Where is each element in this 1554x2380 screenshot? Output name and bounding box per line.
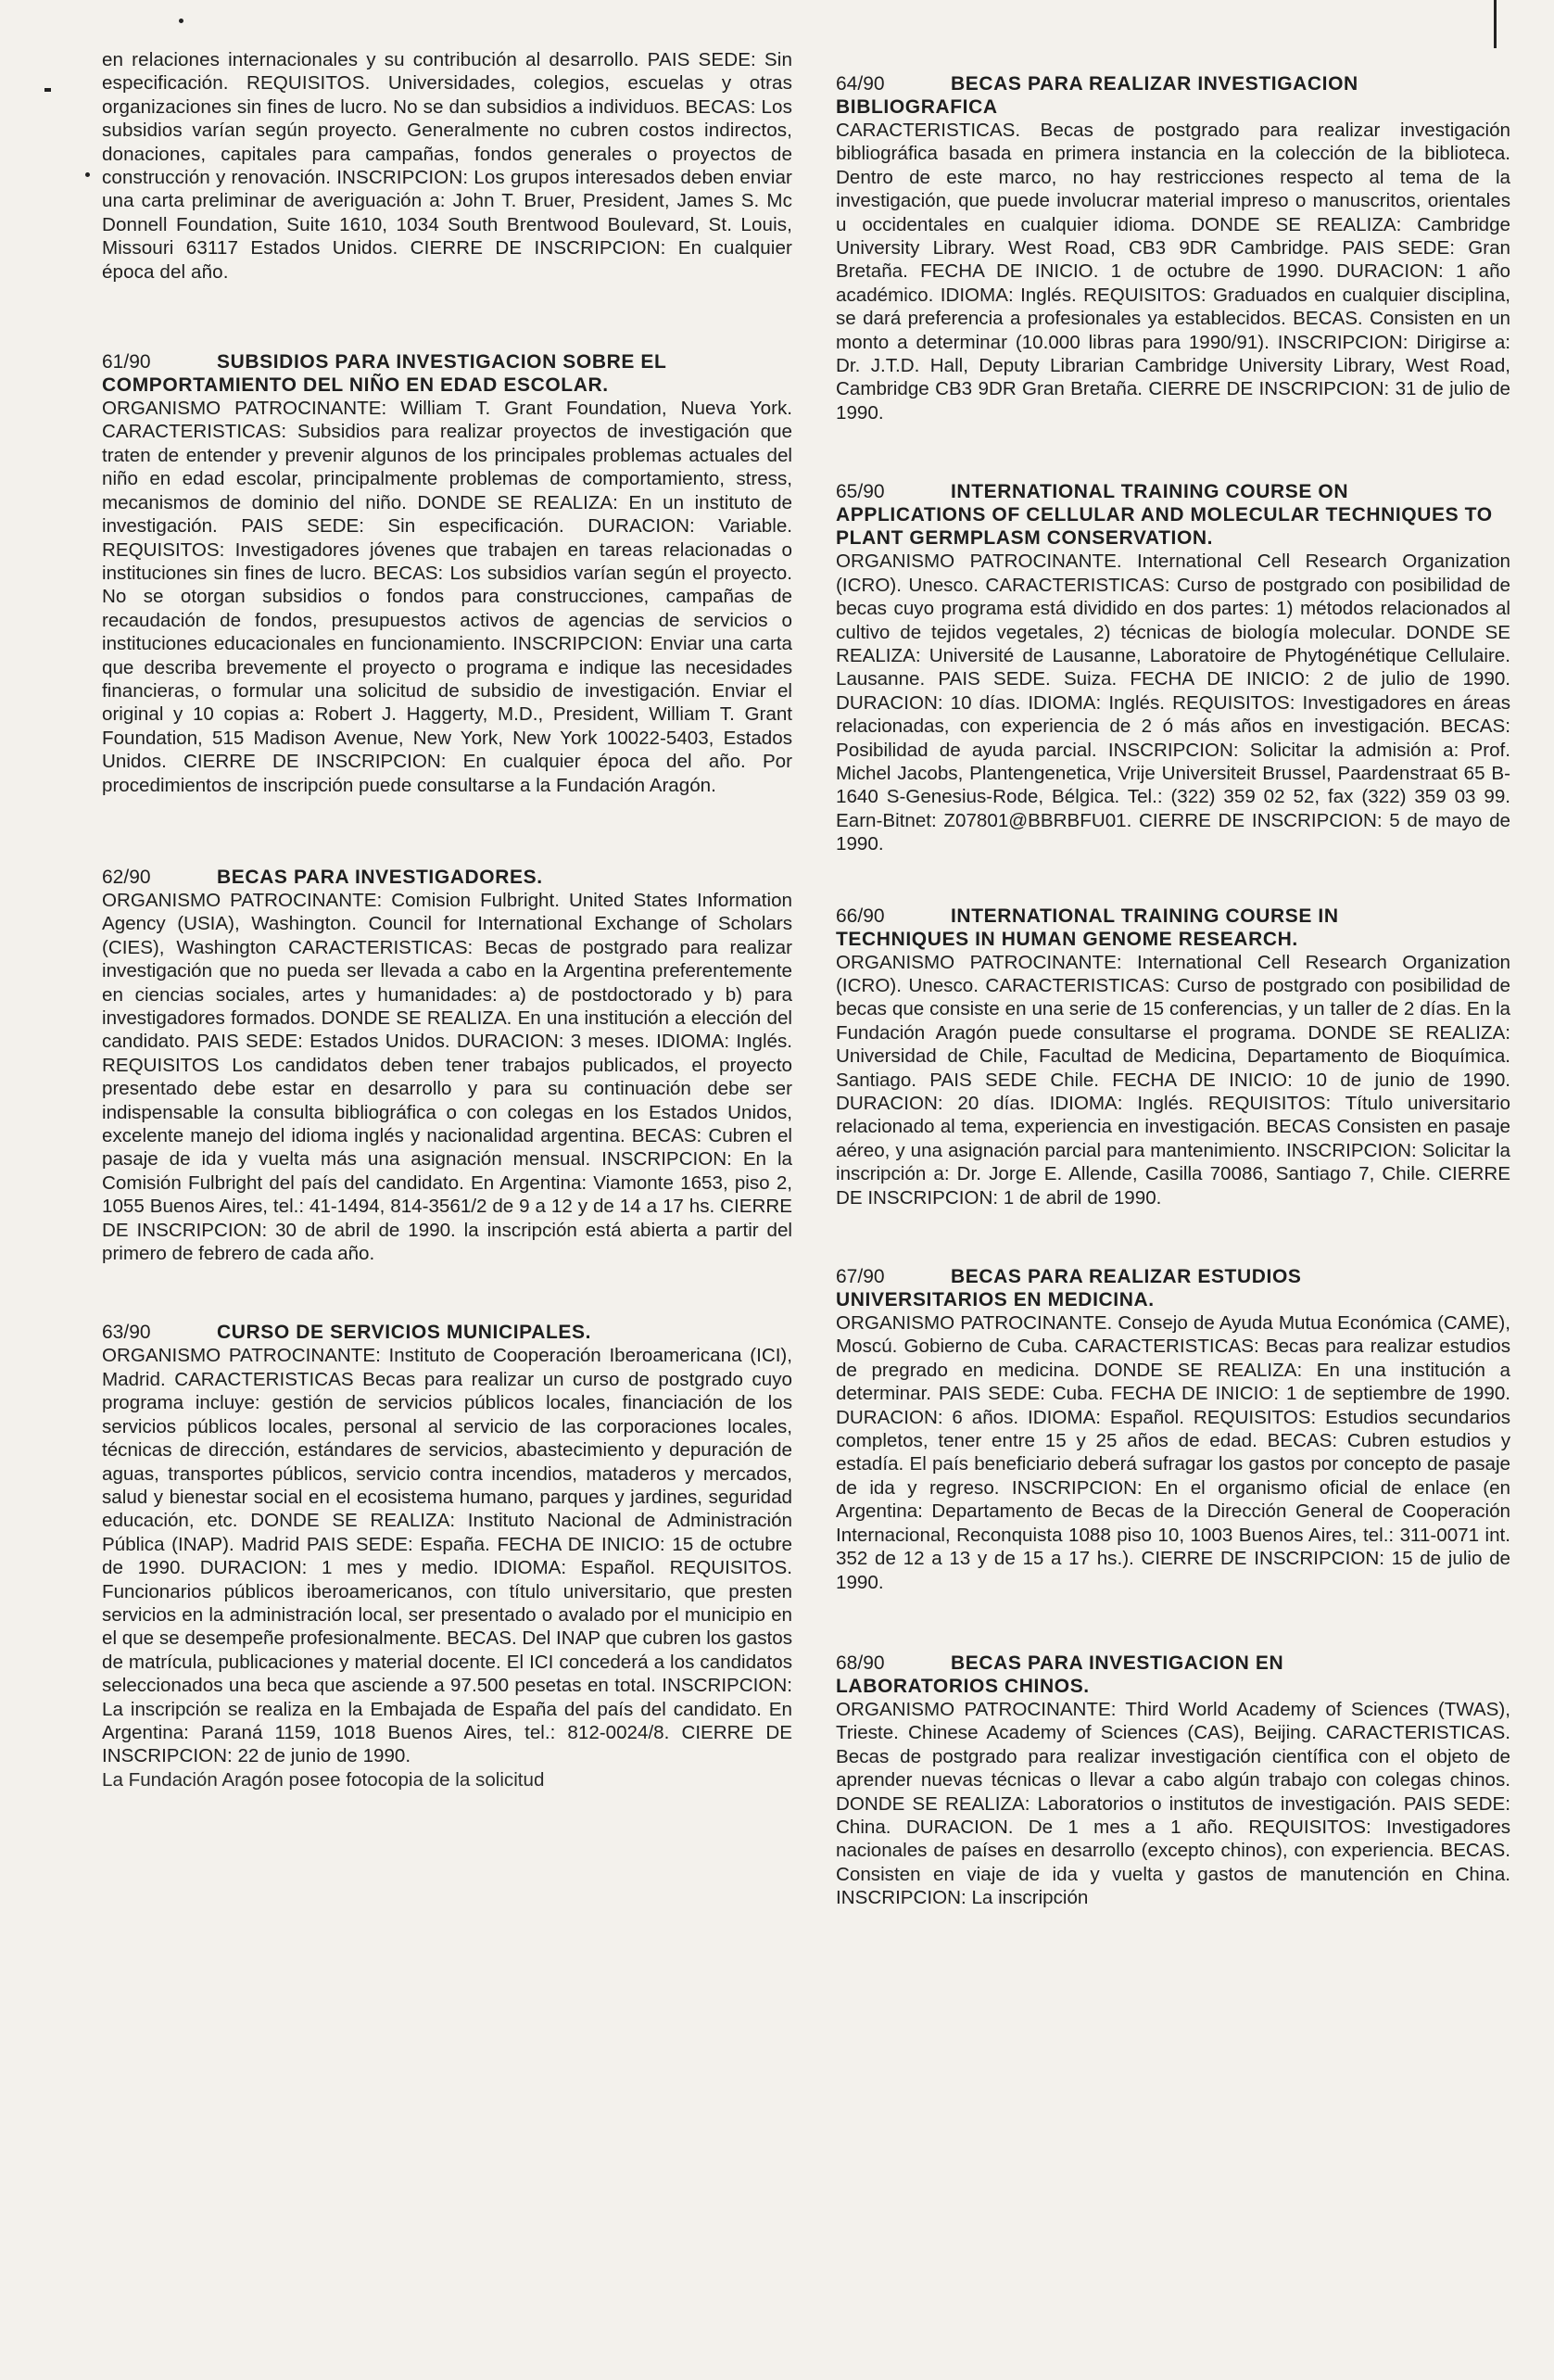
entry-number: 67/90 — [836, 1266, 885, 1288]
entry-number: 61/90 — [102, 351, 151, 373]
entry-title: SUBSIDIOS PARA INVESTIGACION SOBRE EL — [217, 351, 667, 373]
entry-number: 62/90 — [102, 866, 151, 888]
entry-68 — [836, 1652, 1510, 1910]
entry-title: BECAS PARA REALIZAR ESTUDIOS — [951, 1266, 1302, 1288]
entry-title: BECAS PARA REALIZAR INVESTIGACION — [951, 73, 1358, 95]
entry-63 — [102, 1321, 792, 1767]
entry-64 — [836, 72, 1510, 424]
entry-number: 63/90 — [102, 1322, 151, 1344]
entry-title-continued: LABORATORIOS CHINOS. — [836, 1675, 1090, 1697]
entry-title-continued: UNIVERSITARIOS EN MEDICINA. — [836, 1289, 1155, 1311]
entry-title: INTERNATIONAL TRAINING COURSE ON — [951, 481, 1349, 503]
entry-title-continued: COMPORTAMIENTO DEL NIÑO EN EDAD ESCOLAR. — [102, 374, 609, 397]
entry-body: ORGANISMO PATROCINANTE: William T. Grant Foundation, Nueva York. CARACTERISTICAS: Subsidios para realizar proyectos de investigación que traten de entender y prevenir algunos de los principales problemas actuales del niño en edad escolar, principalmente problemas de comportamiento, stress, mecanismos de dominio del niño. DONDE SE REALIZA: En un instituto de investigación. PAIS SEDE: Sin especificación. DURACION: Variable. REQUISITOS: Investigadores jóvenes que trabajen en tareas relacionadas o instituciones sin fines de lucro. BECAS: Los subsidios varían según el proyecto. No se otorgan subsidios o fondos para construcciones, campañas de recaudación de fondos, presupuestos activos de agencias de servicios o instituciones educacionales en funcionamiento. INSCRIPCION: Enviar una carta que describa brevemente el proyecto o programa e indique las necesidades financieras, o formular una solicitud de subsidio de investigación. Enviar el original y 10 copias a: Robert J. Haggerty, M.D., President, William T. Grant Foundation, 515 Madison Avenue, New York, New York 10022-5403, Estados Unidos. CIERRE DE INSCRIPCION: En cualquier época del año. Por procedimientos de inscripción puede consultarse a la Fundación Aragón. — [102, 398, 792, 796]
entry-61 — [102, 350, 792, 797]
entry-67 — [836, 1265, 1510, 1594]
entry-title-continued: APPLICATIONS OF CELLULAR AND MOLECULAR TECHNIQUES TO PLANT GERMPLASM CONSERVATION. — [836, 504, 1493, 550]
entry-65 — [836, 480, 1510, 855]
entry-number: 64/90 — [836, 73, 885, 95]
scan-mark-bullet-2 — [85, 172, 90, 177]
entry-body: ORGANISMO PATROCINANTE. International Cell Research Organization (ICRO). Unesco. CARACTERISTICAS: Curso de postgrado con posibilidad de becas cuyo programa está dividido en dos partes: 1) métodos relacionados al cultivo de tejidos vegetales, 2) técnicas de biología molecular. DONDE SE REALIZA: Université de Lausanne, Laboratoire de Phytogénétique Cellulaire. Lausanne. PAIS SEDE. Suiza. FECHA DE INICIO: 2 de julio de 1990. DURACION: 10 días. IDIOMA: Inglés. REQUISITOS: Investigadores en áreas relacionadas, con experiencia de 2 ó más años en investigación. BECAS: Posibilidad de ayuda parcial. INSCRIPCION: Solicitar la admisión a: Prof. Michel Jacobs, Plantengenetica, Vrije Universiteit Brussel, Paardenstraat 65 B-1640 S-Genesius-Rode, Bélgica. Tel.: (322) 359 02 52, fax (322) 359 03 99. Earn-Bitnet: Z07801@BBRBFU01. CIERRE DE INSCRIPCION: 5 de mayo de 1990. — [836, 551, 1510, 855]
entry-number: 68/90 — [836, 1652, 885, 1674]
entry-title: CURSO DE SERVICIOS MUNICIPALES. — [217, 1322, 592, 1344]
left-column — [102, 48, 792, 2356]
entry-body: ORGANISMO PATROCINANTE. Consejo de Ayuda Mutua Económica (CAME), Moscú. Gobierno de Cuba. CARACTERISTICAS: Becas para realizar estudios de pregrado en medicina. DONDE SE REALIZA: En una institución a determinar. PAIS SEDE: Cuba. FECHA DE INICIO: 1 de septiembre de 1990. DURACION: 6 años. IDIOMA: Español. REQUISITOS: Estudios secundarios completos, tener entre 15 y 25 años de edad. BECAS: Cubren estudios y estadía. El país beneficiario deberá sufragar los gastos por concepto de pasaje de ida y regreso. INSCRIPCION: En el organismo oficial de enlace (en Argentina: Departamento de Becas de la Dirección General de Cooperación Internacional, Reconquista 1088 piso 10, 1003 Buenos Aires, tel.: 311-0071 int. 352 de 12 a 13 y de 15 a 17 hs.). CIERRE DE INSCRIPCION: 15 de julio de 1990. — [836, 1312, 1510, 1593]
scan-edge-line — [1494, 0, 1497, 48]
footer-note: La Fundación Aragón posee fotocopia de la solicitud — [102, 1768, 545, 1791]
entry-number: 65/90 — [836, 481, 885, 503]
entry-number: 66/90 — [836, 905, 885, 927]
entry-title-continued: TECHNIQUES IN HUMAN GENOME RESEARCH. — [836, 928, 1298, 950]
scan-mark-top-left — [179, 19, 183, 23]
entry-title: BECAS PARA INVESTIGADORES. — [217, 866, 543, 888]
entry-body: ORGANISMO PATROCINANTE: International Cell Research Organization (ICRO). Unesco. CARACTERISTICAS: Curso de postgrado con posibilidad de becas que consiste en una serie de 15 conferencias, y un taller de 2 días. En la Fundación Aragón puede consultarse el programa. DONDE SE REALIZA: Universidad de Chile, Facultad de Medicina, Departamento de Bioquímica. Santiago. PAIS SEDE Chile. FECHA DE INICIO: 10 de junio de 1990. DURACION: 20 días. IDIOMA: Inglés. REQUISITOS: Título universitario relacionado al tema, experiencia en investigación. BECAS Consisten en pasaje aéreo, y una asignación parcial para mantenimiento. INSCRIPCION: Solicitar la inscripción a: Dr. Jorge E. Allende, Casilla 70086, Santiago 7, Chile. CIERRE DE INSCRIPCION: 1 de abril de 1990. — [836, 951, 1510, 1209]
entry-body: ORGANISMO PATROCINANTE: Third World Academy of Sciences (TWAS), Trieste. Chinese Academy of Sciences (CAS), Beijing. CARACTERISTICAS. Becas de postgrado para realizar investigación científica con el objeto de aprender nuevas técnicas o llevar a cabo algún trabajo con colegas chinos. DONDE SE REALIZA: Laboratorios o institutos de investigación. PAIS SEDE: China. DURACION. De 1 mes a 1 año. REQUISITOS: Investigadores nacionales de países en desarrollo (excepto chinos), con experiencia. BECAS. Consisten en viaje de ida y vuelta y gastos de manutención en China. INSCRIPCION: La inscripción — [836, 1698, 1510, 1909]
entry-62 — [102, 866, 792, 1266]
intro-paragraph: en relaciones internacionales y su contribución al desarrollo. PAIS SEDE: Sin especificación. REQUISITOS. Universidades, colegios, escuelas y otras organizaciones sin fines de lucro. No se dan subsidios a individuos. BECAS: Los subsidios varían según proyecto. Generalmente no cubren costos indirectos, donaciones, capitales para campañas, fondos generales o proyectos de construcción y renovación. INSCRIPCION: Los grupos interesados deben enviar una carta preliminar de averiguación a: John T. Bruer, President, James S. Mc Donnell Foundation, Suite 1610, 1034 South Brentwood Boulevard, St. Louis, Missouri 63117 Estados Unidos. CIERRE DE INSCRIPCION: En cualquier época del año. — [102, 49, 792, 283]
entry-body: CARACTERISTICAS. Becas de postgrado para realizar investigación bibliográfica basada en primera instancia en la colección de la biblioteca. Dentro de este marco, no hay restricciones respecto al tema de la investigación, que puede involucrar material impreso o manuscritos, orientales u occidentales en cualquier idioma. DONDE SE REALIZA: Cambridge University Library. West Road, CB3 9DR Cambridge. PAIS SEDE: Gran Bretaña. FECHA DE INICIO. 1 de octubre de 1990. DURACION: 1 año académico. IDIOMA: Inglés. REQUISITOS: Graduados en cualquier disciplina, se dará preferencia a profesionales ya establecidos. BECAS. Consisten en un monto a determinar (10.000 libras para 1990/91). INSCRIPCION: Dirigirse a: Dr. J.T.D. Hall, Deputy Librarian Cambridge University Library, West Road, Cambridge CB3 9DR Gran Bretaña. CIERRE DE INSCRIPCION: 31 de julio de 1990. — [836, 120, 1510, 424]
right-column — [836, 72, 1510, 2380]
entry-title: BECAS PARA INVESTIGACION EN — [951, 1652, 1284, 1674]
entry-66 — [836, 905, 1510, 1209]
entry-body: ORGANISMO PATROCINANTE: Instituto de Cooperación Iberoamericana (ICI), Madrid. CARACTERISTICAS Becas para realizar un curso de postgrado cuyo programa incluye: gestión de servicios públicos locales, financiación de los servicios públicos locales, personal al servicio de las corporaciones locales, técnicas de dirección, estándares de servicios, abastecimiento y depuración de aguas, transportes públicos, servicio contra incendios, mataderos y mercados, salud y bienestar social en el ecosistema humano, parques y jardines, seguridad educación, etc. DONDE SE REALIZA: Instituto Nacional de Administración Pública (INAP). Madrid PAIS SEDE: España. FECHA DE INICIO: 15 de octubre de 1990. DURACION: 1 mes y medio. IDIOMA: Español. REQUISITOS. Funcionarios públicos iberoamericanos, con título universitario, que presten servicios en la administración local, ser presentado o avalado por el municipio en el que se desempeñe profesionalmente. BECAS. Del INAP que cubren los gastos de matrícula, publicaciones y material docente. El ICI concederá a los candidatos seleccionados una beca que asciende a 97.500 pesetas en total. INSCRIPCION: La inscripción se realiza en la Embajada de España del país del candidato. En Argentina: Paraná 1159, 1018 Buenos Aires, tel.: 812-0024/8. CIERRE DE INSCRIPCION: 22 de junio de 1990. — [102, 1345, 792, 1767]
entry-title-continued: BIBLIOGRAFICA — [836, 96, 998, 118]
entry-title: INTERNATIONAL TRAINING COURSE IN — [951, 905, 1339, 927]
entry-body: ORGANISMO PATROCINANTE: Comision Fulbright. United States Information Agency (USIA), Washington. Council for International Exchange of Scholars (CIES), Washington CARACTERISTICAS: Becas de postgrado para realizar investigación que no pueda ser llevada a cabo en la Argentina preferentemente en ciencias sociales, artes y humanidades: a) de postdoctorado y b) para investigadores formados. DONDE SE REALIZA. En una institución a elección del candidato. PAIS SEDE: Estados Unidos. DURACION: 3 meses. IDIOMA: Inglés. REQUISITOS Los candidatos deben tener trabajos publicados, el proyecto presentado debe estar en desarrollo y para su continuación debe ser indispensable la consulta bibliográfica o con colegas en los Estados Unidos, excelente manejo del idioma inglés y nacionalidad argentina. BECAS: Cubren el pasaje de ida y vuelta más una asignación mensual. INSCRIPCION: En la Comisión Fulbright del país del candidato. En Argentina: Viamonte 1653, piso 2, 1055 Buenos Aires, tel.: 41-1494, 814-3561/2 de 9 a 12 y de 14 a 17 hs. CIERRE DE INSCRIPCION: 30 de abril de 1990. la inscripción está abierta a partir del primero de febrero de cada año. — [102, 889, 792, 1265]
scan-mark-bullet — [44, 88, 51, 92]
